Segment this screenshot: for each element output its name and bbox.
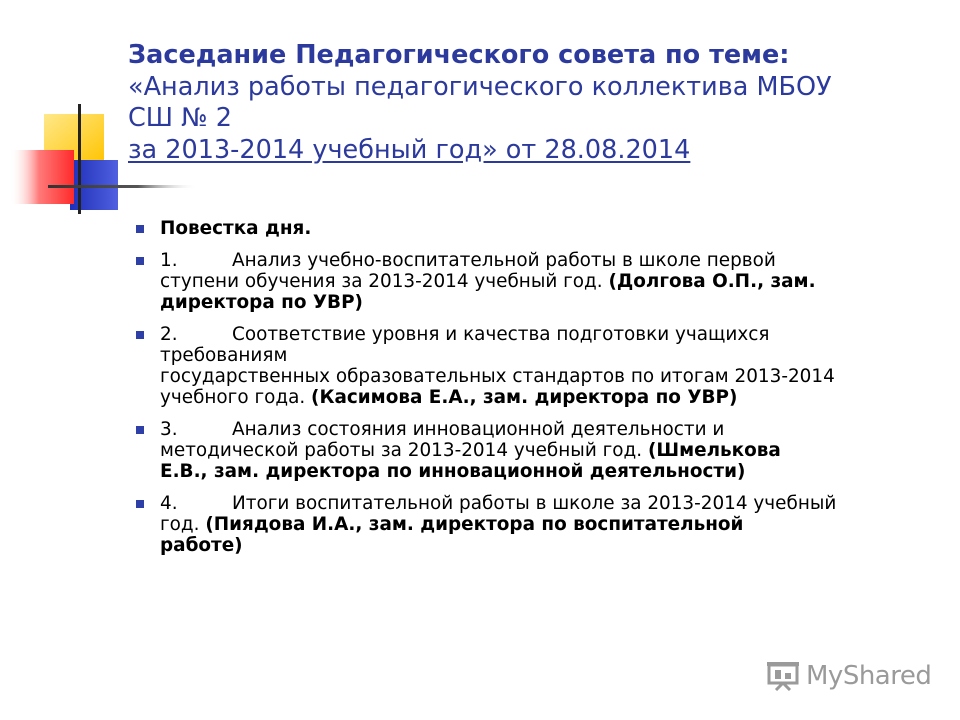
agenda-item-1 — [136, 250, 936, 313]
presentation-board-icon — [766, 661, 800, 691]
agenda-item-4 — [136, 493, 936, 556]
item-text: год. — [160, 514, 200, 535]
item-speaker: (Пиядова И.А., зам. директора по воспитательной — [205, 514, 744, 535]
title-line-4 — [128, 135, 928, 167]
bullet-icon — [136, 426, 144, 434]
item-text: Анализ учебно-воспитательной работы в школе первой — [232, 250, 776, 271]
item-text: требованиям — [160, 345, 288, 366]
item-number: 1. — [160, 250, 178, 271]
bullet-icon — [136, 257, 144, 265]
agenda-heading-item — [136, 218, 936, 239]
myshared-watermark — [766, 658, 931, 694]
item-number: 2. — [160, 324, 178, 345]
item-speaker: работе) — [160, 535, 243, 556]
item-text: методической работы за 2013-2014 учебный год. — [160, 440, 643, 461]
item-text: учебного года. — [160, 387, 306, 408]
item-speaker: Е.В., зам. директора по инновационной деятельности) — [160, 461, 746, 482]
title-line-3: СШ № 2 — [128, 103, 233, 133]
slide-title — [128, 40, 928, 166]
item-text: государственных образовательных стандартов по итогам 2013-2014 — [160, 366, 835, 387]
item-text: Анализ состояния инновационной деятельности и — [232, 419, 725, 440]
item-number: 3. — [160, 419, 178, 440]
title-line-1: Заседание Педагогического совета по теме: — [128, 40, 790, 70]
bullet-icon — [136, 225, 144, 233]
agenda-item-2 — [136, 324, 936, 408]
item-text: Итоги воспитательной работы в школе за 2013-2014 учебный — [232, 493, 837, 514]
item-speaker: (Шмелькова — [647, 440, 781, 461]
agenda-item-3 — [136, 419, 936, 482]
item-text: Соответствие уровня и качества подготовки учащихся — [232, 324, 770, 345]
item-number: 4. — [160, 493, 178, 514]
watermark-text: MyShared — [806, 661, 932, 691]
item-text: ступени обучения за 2013-2014 учебный год. — [160, 271, 603, 292]
title-line-2: «Анализ работы педагогического коллектива МБОУ — [128, 71, 832, 102]
agenda-heading: Повестка дня. — [160, 218, 312, 239]
item-speaker: (Касимова Е.А., зам. директора по УВР) — [311, 387, 738, 408]
title-line-4-text: за 2013-2014 учебный год» от 28.08.2014 — [128, 134, 691, 165]
bullet-icon — [136, 331, 144, 339]
item-speaker: (Долгова О.П., зам. — [608, 271, 816, 292]
bullet-icon — [136, 500, 144, 508]
agenda-list — [136, 218, 936, 567]
item-speaker: директора по УВР) — [160, 292, 363, 313]
